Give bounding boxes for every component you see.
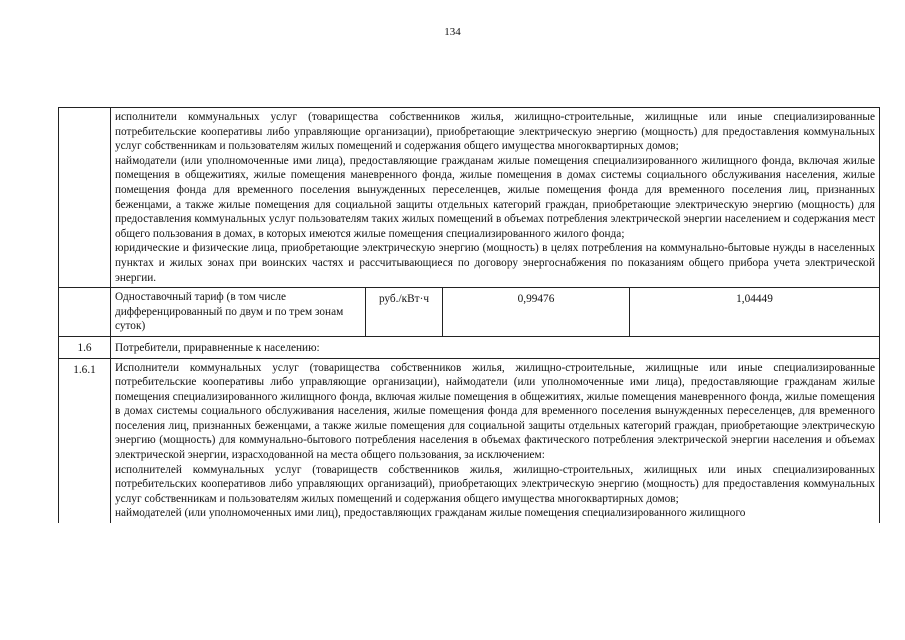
tariff-label: Одноставочный тариф (в том числе дифференцированный по двум и по трем зонам суток) — [111, 288, 366, 337]
paragraph: исполнители коммунальных услуг (товарищества собственников жилья, жилищно-строительные, жилищные или иные специализированные потребительские кооперативы либо управляющие организации), приобретающие электрическую энергию (мощность) для предоставления коммунальных услуг собственникам и пользователям жилых помещений и содержания общего имущества многоквартирных домов; — [115, 111, 875, 153]
row-number-cell — [59, 288, 111, 337]
paragraph: исполнителей коммунальных услуг (товариществ собственников жилья, жилищно-строительных, жилищных или иных специализированных потребительских кооперативов либо управляющих организаций), приобретающих электрическую энергию (мощность) для предоставления коммунальных услуг собственникам и пользователям жилых помещений и содержания общего имущества многоквартирных домов; — [115, 463, 875, 505]
tariff-value-1: 0,99476 — [443, 288, 630, 337]
paragraph: наймодателей (или уполномоченных ими лиц), предоставляющих гражданам жилые помещения специализированного жилищного — [115, 507, 746, 520]
paragraph: наймодатели (или уполномоченные ими лица), предоставляющие гражданам жилые помещения специализированного жилищного фонда, включая жилые помещения в общежитиях, жилые помещения маневренного фонда, жилые помещения в домах системы социального обслуживания населения, жилые помещения фонда для временного поселения вынужденных переселенцев, жилые помещения фонда для временного поселения лиц, признанных беженцами, а также жилые помещения для социальной защиты отдельных категорий граждан, приобретающие электрическую энергию (мощность) для предоставления коммунальных услуг пользователям таких жилых помещений в объемах потребления электрической энергии населением и содержания мест общего пользования в домах, в которых имеются жилые помещения специализированного жилого фонда; — [115, 154, 875, 240]
paragraph: юридические и физические лица, приобретающие электрическую энергию (мощность) в целях потребления на коммунально-бытовые нужды в населенных пунктах и жилых зонах при воинских частях и рассчитывающиеся по договору энергоснабжения по показаниям общего прибора учета электрической энергии. — [115, 242, 875, 284]
tariff-unit: руб./кВт·ч — [366, 288, 443, 337]
table-row — [59, 336, 880, 358]
row-number-cell: 1.6 — [59, 336, 111, 358]
row-number-cell — [59, 108, 111, 288]
row-number-cell: 1.6.1 — [59, 358, 111, 523]
table-row — [59, 358, 880, 523]
tariff-value-2: 1,04449 — [630, 288, 880, 337]
table-row — [59, 108, 880, 288]
page-number: 134 — [444, 26, 461, 38]
tariff-table — [58, 107, 880, 523]
consumer-description-cell — [111, 108, 880, 288]
table-row — [59, 288, 880, 337]
consumer-description-cell — [111, 358, 880, 523]
paragraph: Исполнители коммунальных услуг (товарищества собственников жилья, жилищно-строительные, жилищные или иные специализированные потребительские кооперативы либо управляющие организации), наймодатели (или уполномоченные ими лица), предоставляющие гражданам жилые помещения специализированного жилищного фонда, включая жилые помещения в общежитиях, жилые помещения маневренного фонда, жилые помещения в домах системы социального обслуживания населения, жилые помещения фонда для временного поселения вынужденных переселенцев, для временного поселения лиц, признанных беженцами, а также жилые помещения для социальной защиты отдельных категорий граждан, приобретающие электрическую энергию (мощность) для коммунально-бытового потребления населения в объемах фактического потребления электрической энергии населения и объемах электрической энергии, израсходованной на места общего пользования, за исключением: — [115, 361, 875, 462]
section-heading: Потребители, приравненные к населению: — [111, 336, 880, 358]
